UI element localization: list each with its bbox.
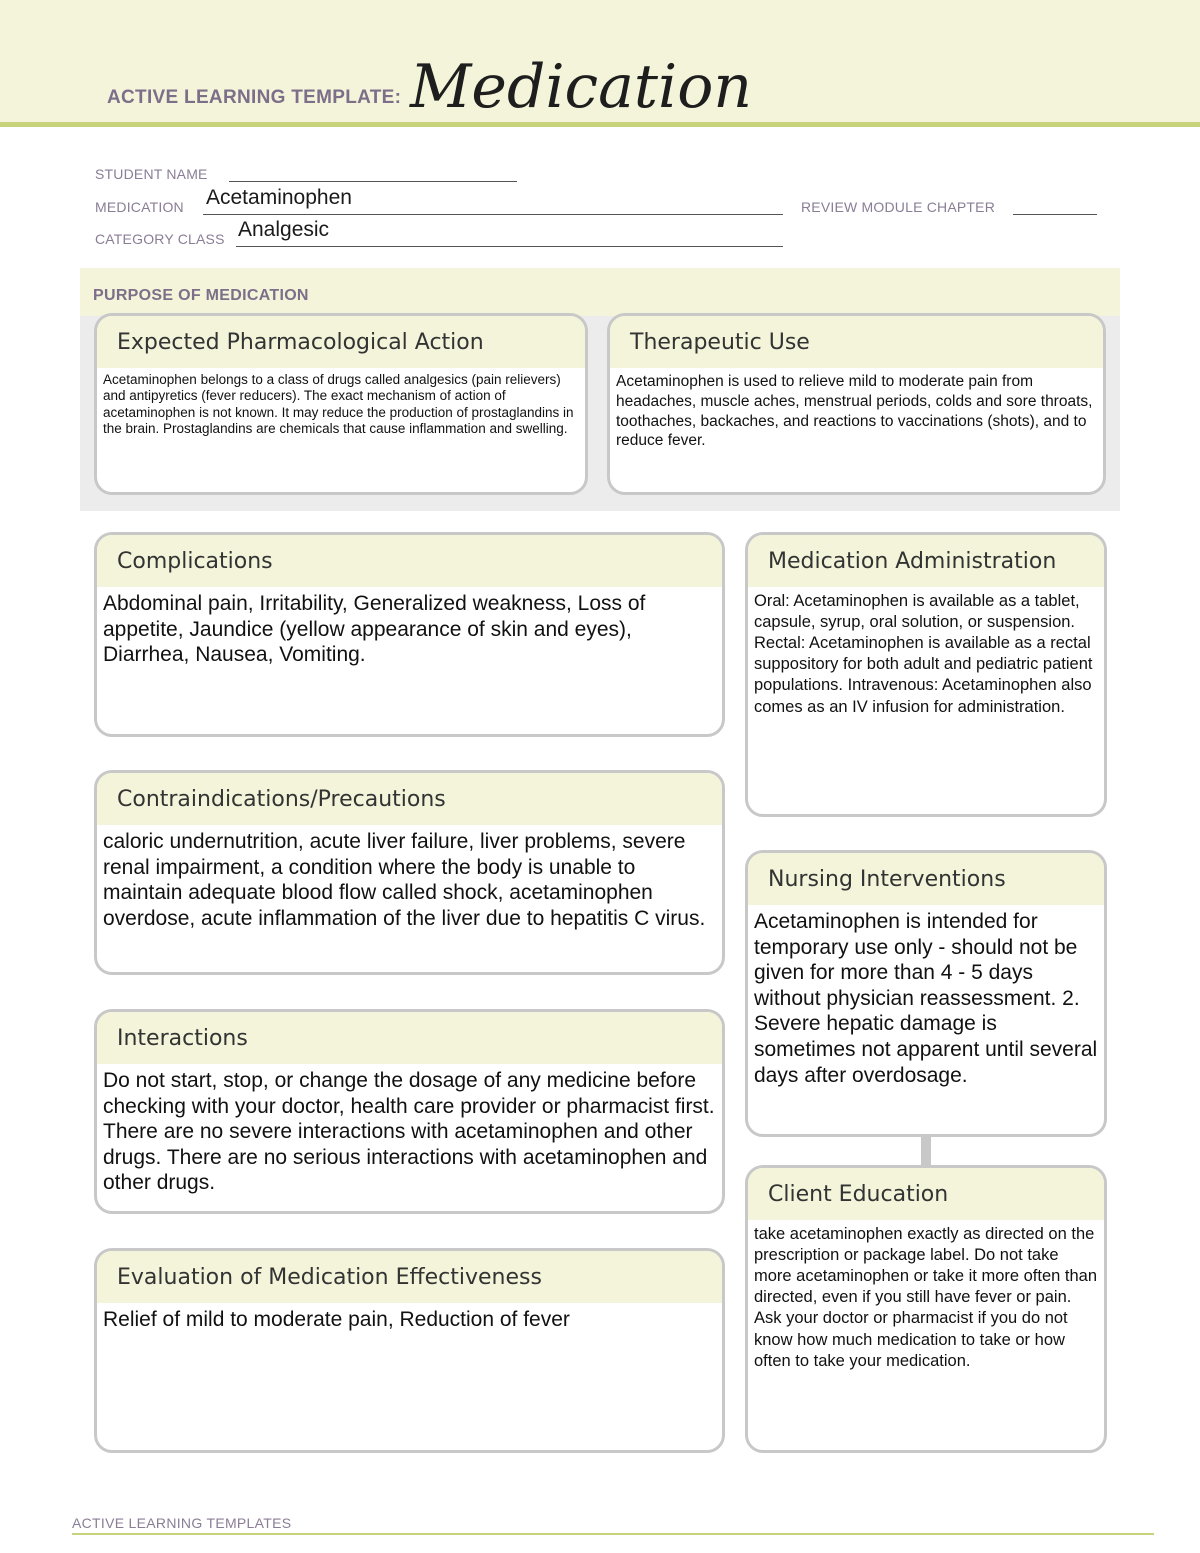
review-module-field[interactable] [1013,214,1097,215]
nursing-interventions-box [745,850,1107,1137]
category-class-label: CATEGORY CLASS [95,231,225,247]
contraindications-heading: Contraindications/Precautions [97,773,722,825]
template-label: ACTIVE LEARNING TEMPLATE: [107,87,402,108]
client-education-heading: Client Education [748,1168,1104,1220]
student-name-label: STUDENT NAME [95,166,208,182]
medication-field[interactable] [203,214,783,215]
complications-heading: Complications [97,535,722,587]
interactions-box [94,1009,725,1214]
expected-action-heading: Expected Pharmacological Action [97,316,585,368]
evaluation-heading: Evaluation of Medication Effectiveness [97,1251,722,1303]
medication-label: MEDICATION [95,199,184,215]
nursing-interventions-heading: Nursing Interventions [748,853,1104,905]
nursing-interventions-text: Acetaminophen is intended for temporary use only - should not be given for more than 4 - 5 days without physician reassessment. 2. Severe hepatic damage is sometimes not apparent until several days after overdosage. [754,910,1098,1087]
administration-heading: Medication Administration [748,535,1104,587]
interactions-heading: Interactions [97,1012,722,1064]
evaluation-box [94,1248,725,1453]
review-module-label: REVIEW MODULE CHAPTER [801,199,995,215]
complications-text: Abdominal pain, Irritability, Generalized weakness, Loss of appetite, Jaundice (yellow appearance of skin and eyes), Diarrhea, Nausea, Vomiting. [103,592,646,667]
student-name-field[interactable] [229,181,517,182]
evaluation-text: Relief of mild to moderate pain, Reduction of fever [103,1308,570,1331]
interactions-text: Do not start, stop, or change the dosage of any medicine before checking with your doctor, health care provider or pharmacist first. There are no severe interactions with acetaminophen and other drugs. There are no serious interactions with acetaminophen and other drugs. [103,1069,715,1195]
expected-action-box [94,313,588,495]
complications-box [94,532,725,737]
therapeutic-use-box [607,313,1106,495]
contraindications-box [94,770,725,975]
footer-rule [72,1533,1154,1535]
administration-box [745,532,1107,817]
purpose-title: PURPOSE OF MEDICATION [93,287,309,304]
therapeutic-use-heading: Therapeutic Use [610,316,1103,368]
therapeutic-use-text: Acetaminophen is used to relieve mild to moderate pain from headaches, muscle aches, menstrual periods, colds and sore throats, toothaches, backaches, and reactions to vaccinations (shots), and to reduce fever. [616,373,1093,450]
administration-text: Oral: Acetaminophen is available as a tablet, capsule, syrup, oral solution, or suspension. Rectal: Acetaminophen is available as a rectal suppository for both adult and pediatric patient populations. Intravenous: Acetaminophen also comes as an IV infusion for administration. [754,592,1093,716]
medication-value: Acetaminophen [206,186,352,209]
header-rule [0,122,1200,127]
client-education-box [745,1165,1107,1453]
connector-bar [921,1135,931,1166]
expected-action-text: Acetaminophen belongs to a class of drugs called analgesics (pain relievers) and antipyretics (fever reducers). The exact mechanism of action of acetaminophen is not known. It may reduce the production of prostaglandins in the brain. Prostaglandins are chemicals that cause inflammation and swelling. [103,372,574,437]
footer-text: ACTIVE LEARNING TEMPLATES [72,1515,292,1531]
category-class-value: Analgesic [238,218,330,241]
contraindications-text: caloric undernutrition, acute liver failure, liver problems, severe renal impairment, a condition where the body is unable to maintain adequate blood flow called shock, acetaminophen overdose, acute inflammation of the liver due to hepatitis C virus. [103,830,706,930]
page-title: Medication [410,52,752,122]
client-education-text: take acetaminophen exactly as directed on the prescription or package label. Do not take more acetaminophen or take it more often than directed, even if you still have fever or pain. Ask your doctor or pharmacist if you do not know how much medication to take or how often to take your medication. [754,1225,1098,1370]
category-class-field[interactable] [236,246,783,247]
